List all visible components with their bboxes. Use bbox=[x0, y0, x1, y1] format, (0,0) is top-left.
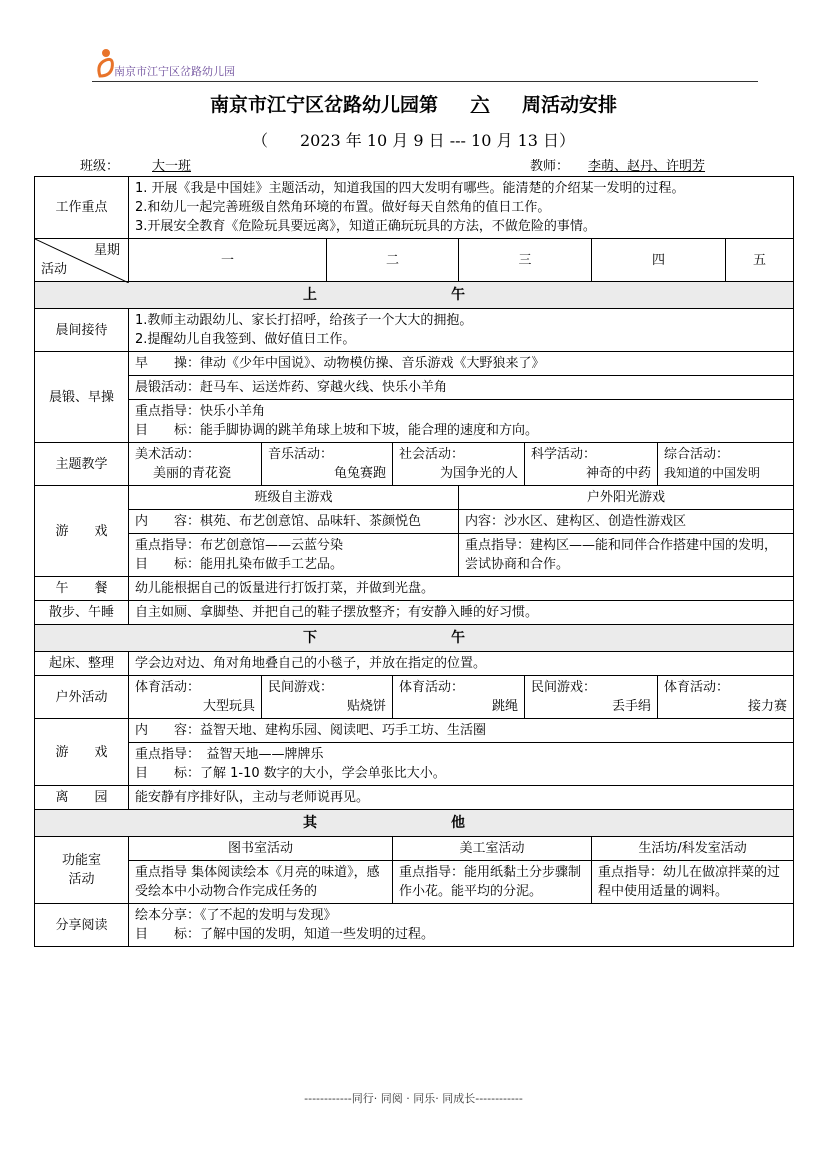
class-label: 班级： bbox=[80, 159, 120, 174]
art-room-title: 美工室活动 bbox=[393, 837, 592, 861]
life-room-title: 生活坊/科发室活动 bbox=[592, 837, 794, 861]
pm-games-content: 内 容：益智天地、建构乐园、阅读吧、巧手工坊、生活圈 bbox=[129, 719, 794, 743]
section-afternoon: 下 午 bbox=[35, 625, 794, 652]
lunch-label: 午 餐 bbox=[35, 577, 129, 601]
leave-row bbox=[35, 786, 794, 810]
games-left-title: 班级自主游戏 bbox=[129, 486, 459, 510]
wakeup-label: 起床、整理 bbox=[35, 652, 129, 676]
theme-row bbox=[35, 443, 794, 486]
schedule-table bbox=[34, 176, 794, 947]
section-morning: 上 午 bbox=[35, 282, 794, 309]
reception-row bbox=[35, 309, 794, 352]
lunch-row bbox=[35, 577, 794, 601]
day-friday: 五 bbox=[726, 239, 794, 282]
wakeup-row bbox=[35, 652, 794, 676]
pm-games-row-1 bbox=[35, 719, 794, 743]
theme-art: 美术活动： 美丽的青花瓷 bbox=[129, 443, 262, 486]
day-monday: 一 bbox=[129, 239, 327, 282]
exercise-activities: 晨锻活动：赶马车、运送炸药、穿越火线、快乐小羊角 bbox=[129, 376, 794, 400]
games-left-guide: 重点指导：布艺创意馆——云蓝兮染 目 标：能用扎染布做手工艺品。 bbox=[129, 534, 459, 577]
leave-content: 能安静有序排好队，主动与老师说再见。 bbox=[129, 786, 794, 810]
games-right-title: 户外阳光游戏 bbox=[459, 486, 794, 510]
teacher-value: 李萌、赵丹、许明芳 bbox=[588, 159, 706, 174]
reading-content: 绘本分享：《了不起的发明与发现》 目 标：了解中国的发明，知道一些发明的过程。 bbox=[129, 904, 794, 947]
theme-social: 社会活动： 为国争光的人 bbox=[393, 443, 525, 486]
outdoor-row bbox=[35, 676, 794, 719]
function-room-row-1 bbox=[35, 837, 794, 861]
games-label: 游 戏 bbox=[35, 486, 129, 577]
outdoor-mon: 体育活动： 大型玩具 bbox=[129, 676, 262, 719]
page-title: 南京市江宁区岔路幼儿园第 六 周活动安排 bbox=[0, 90, 827, 117]
exercise-label: 晨锻、早操 bbox=[35, 352, 129, 443]
life-room-content: 重点指导：幼儿在做凉拌菜的过程中使用适量的调料。 bbox=[592, 861, 794, 904]
exercise-morning: 早 操：律动《少年中国说》、动物模仿操、音乐游戏《大野狼来了》 bbox=[129, 352, 794, 376]
games-left-content: 内 容：棋苑、布艺创意馆、品味轩、茶颜悦色 bbox=[129, 510, 459, 534]
weekday-row bbox=[35, 239, 794, 282]
wakeup-content: 学会边对边、角对角地叠自己的小毯子，并放在指定的位置。 bbox=[129, 652, 794, 676]
day-thursday: 四 bbox=[592, 239, 726, 282]
class-value: 大一班 bbox=[152, 159, 192, 174]
theme-science: 科学活动： 神奇的中药 bbox=[525, 443, 658, 486]
pm-games-label: 游 戏 bbox=[35, 719, 129, 786]
theme-music: 音乐活动： 龟兔赛跑 bbox=[262, 443, 393, 486]
teacher-label: 教师： bbox=[530, 159, 570, 174]
function-room-label: 功能室 活动 bbox=[35, 837, 129, 904]
theme-label: 主题教学 bbox=[35, 443, 129, 486]
exercise-row-1 bbox=[35, 352, 794, 376]
focus-row bbox=[35, 177, 794, 239]
leave-label: 离 园 bbox=[35, 786, 129, 810]
focus-content: 1. 开展《我是中国娃》主题活动，知道我国的四大发明有哪些。能清楚的介绍某一发明的过程。 2.和幼儿一起完善班级自然角环境的布置。做好每天自然角的值日工作。 3.开展安全教育《危险玩具要远离》，知道正确玩玩具的方法，不做危险的事情。 bbox=[129, 177, 794, 239]
day-tuesday: 二 bbox=[327, 239, 459, 282]
games-right-content: 内容：沙水区、建构区、创造性游戏区 bbox=[459, 510, 794, 534]
reading-row bbox=[35, 904, 794, 947]
section-other: 其 他 bbox=[35, 810, 794, 837]
outdoor-fri: 体育活动： 接力赛 bbox=[658, 676, 794, 719]
outdoor-tue: 民间游戏： 贴烧饼 bbox=[262, 676, 393, 719]
page-footer: ------------同行· 同阅 · 同乐· 同成长------------ bbox=[304, 1092, 523, 1105]
library-title: 图书室活动 bbox=[129, 837, 393, 861]
games-right-guide: 重点指导：建构区——能和同伴合作搭建中国的发明，尝试协商和合作。 bbox=[459, 534, 794, 577]
outdoor-wed: 体育活动： 跳绳 bbox=[393, 676, 525, 719]
reading-label: 分享阅读 bbox=[35, 904, 129, 947]
weekday-corner: 星期 活动 bbox=[35, 239, 129, 282]
header-school-name: 南京市江宁区岔路幼儿园 bbox=[114, 65, 235, 78]
library-content: 重点指导 集体阅读绘本《月亮的味道》，感受绘本中小动物合作完成任务的 bbox=[129, 861, 393, 904]
date-range: （ 2023 年 10 月 9 日 --- 10 月 13 日） bbox=[251, 131, 576, 150]
week-number: 六 bbox=[470, 94, 490, 116]
focus-label: 工作重点 bbox=[35, 177, 129, 239]
exercise-guide: 重点指导：快乐小羊角 目 标：能手脚协调的跳羊角球上坡和下坡，能合理的速度和方向。 bbox=[129, 400, 794, 443]
outdoor-label: 户外活动 bbox=[35, 676, 129, 719]
reception-content: 1.教师主动跟幼儿、家长打招呼，给孩子一个大大的拥抱。 2.提醒幼儿自我签到、做好值日工作。 bbox=[129, 309, 794, 352]
art-room-content: 重点指导：能用纸黏土分步骤制作小花。能平均的分泥。 bbox=[393, 861, 592, 904]
games-row-1 bbox=[35, 486, 794, 510]
pm-games-guide: 重点指导： 益智天地——牌牌乐 目 标：了解 1-10 数字的大小，学会单张比大小。 bbox=[129, 743, 794, 786]
reception-label: 晨间接待 bbox=[35, 309, 129, 352]
nap-label: 散步、午睡 bbox=[35, 601, 129, 625]
nap-content: 自主如厕、拿脚垫、并把自己的鞋子摆放整齐；有安静入睡的好习惯。 bbox=[129, 601, 794, 625]
outdoor-thu: 民间游戏： 丢手绢 bbox=[525, 676, 658, 719]
day-wednesday: 三 bbox=[459, 239, 592, 282]
theme-comprehensive: 综合活动： 我知道的中国发明 bbox=[658, 443, 794, 486]
lunch-content: 幼儿能根据自己的饭量进行打饭打菜，并做到光盘。 bbox=[129, 577, 794, 601]
nap-row bbox=[35, 601, 794, 625]
header-divider bbox=[92, 81, 758, 82]
